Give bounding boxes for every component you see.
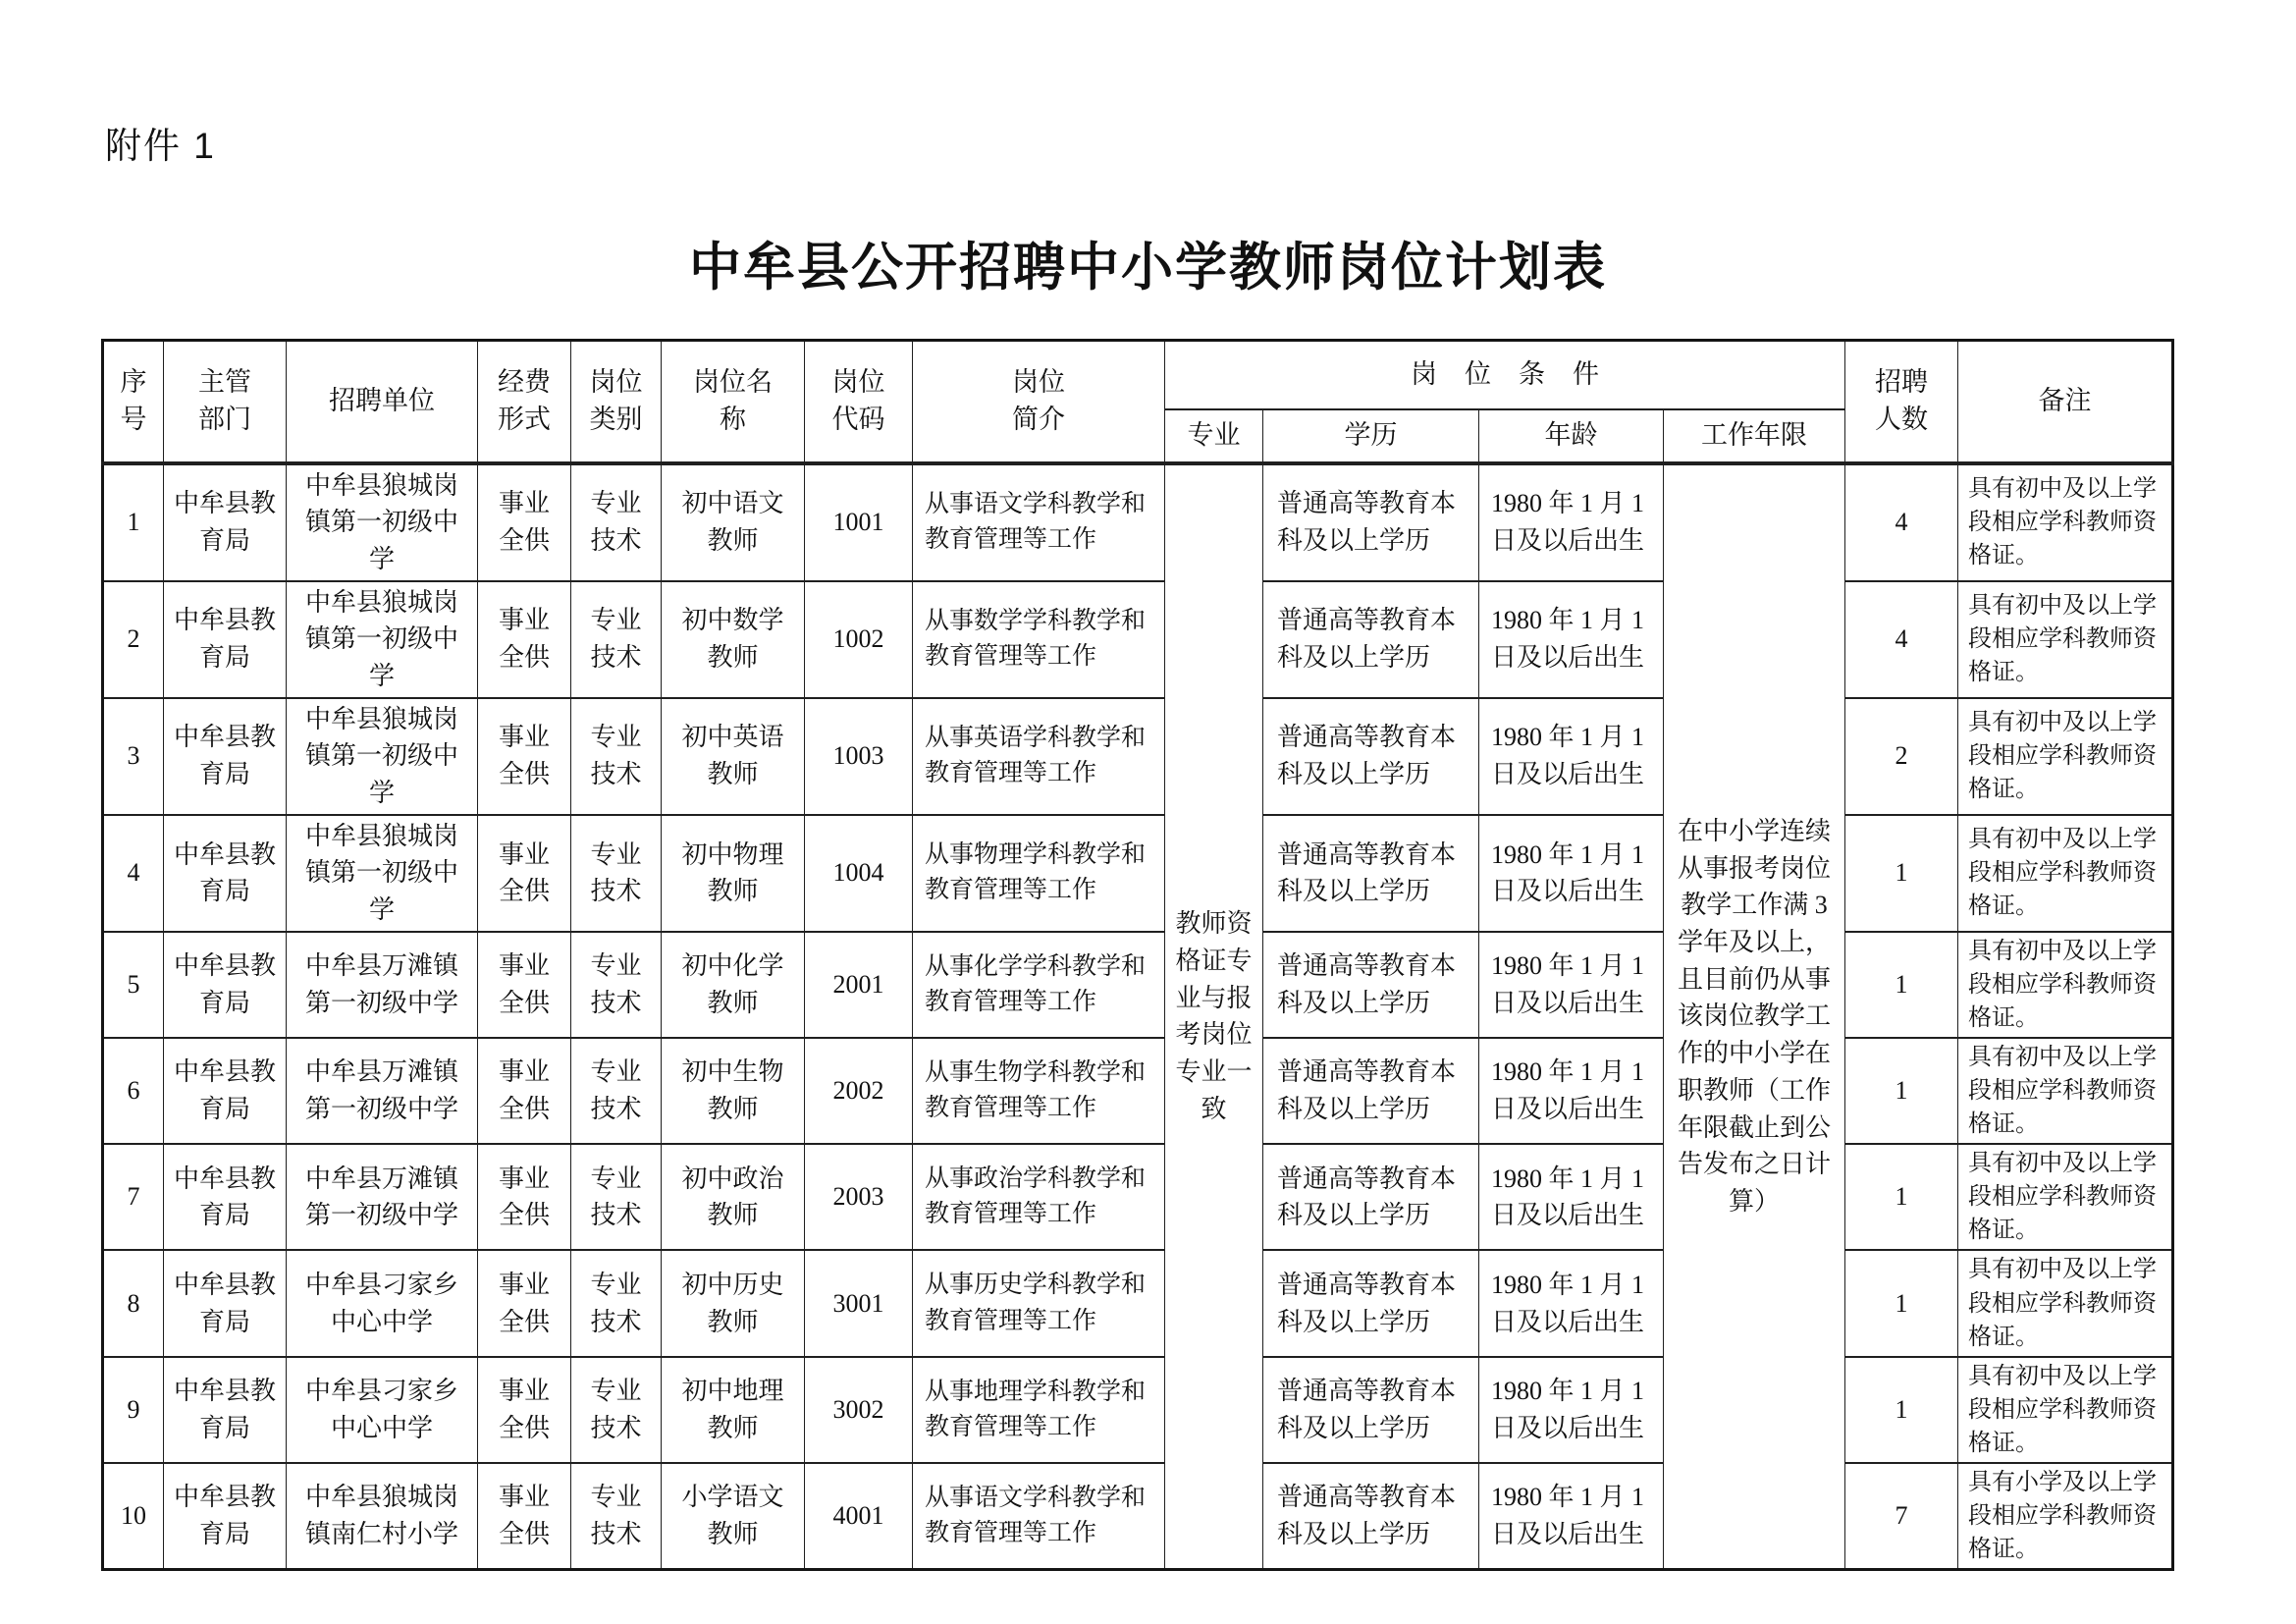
cell-age: 1980 年 1 月 1 日及以后出生: [1479, 1144, 1664, 1250]
cell-note: 具有初中及以上学段相应学科教师资格证。: [1958, 815, 2173, 932]
cell-serial: 3: [103, 698, 164, 815]
cell-post-intro: 从事英语学科教学和教育管理等工作: [913, 698, 1165, 815]
cell-department: 中牟县教育局: [164, 1144, 287, 1250]
cell-serial: 6: [103, 1038, 164, 1144]
cell-major-requirement: 教师资格证专业与报考岗位专业一致: [1165, 463, 1263, 1570]
cell-work-years-requirement: 在中小学连续从事报考岗位教学工作满 3 学年及以上，且目前仍从事该岗位教学工作的中小学在职教师（工作年限截止到公告发布之日计算）: [1664, 463, 1845, 1570]
cell-count: 1: [1845, 1038, 1958, 1144]
header-age: 年龄: [1479, 409, 1664, 463]
table-row: [103, 1038, 2173, 1144]
cell-funding: 事业全供: [478, 1250, 571, 1356]
table-row: [103, 463, 2173, 581]
cell-post-intro: 从事地理学科教学和教育管理等工作: [913, 1357, 1165, 1463]
cell-degree: 普通高等教育本科及以上学历: [1263, 463, 1479, 581]
cell-degree: 普通高等教育本科及以上学历: [1263, 581, 1479, 698]
cell-post-name: 初中英语教师: [662, 698, 805, 815]
cell-category: 专业技术: [571, 581, 662, 698]
cell-degree: 普通高等教育本科及以上学历: [1263, 1038, 1479, 1144]
cell-post-name: 初中数学教师: [662, 581, 805, 698]
cell-department: 中牟县教育局: [164, 698, 287, 815]
header-unit: 招聘单位: [287, 341, 478, 463]
cell-category: 专业技术: [571, 1038, 662, 1144]
cell-count: 1: [1845, 815, 1958, 932]
cell-funding: 事业全供: [478, 1357, 571, 1463]
header-count: 招聘人数: [1845, 341, 1958, 463]
cell-degree: 普通高等教育本科及以上学历: [1263, 1463, 1479, 1570]
table-row: [103, 1144, 2173, 1250]
cell-post-name: 初中地理教师: [662, 1357, 805, 1463]
cell-serial: 5: [103, 932, 164, 1038]
header-category: 岗位类别: [571, 341, 662, 463]
cell-category: 专业技术: [571, 463, 662, 581]
cell-post-code: 1002: [805, 581, 913, 698]
cell-unit: 中牟县狼城岗镇第一初级中学: [287, 698, 478, 815]
cell-note: 具有小学及以上学段相应学科教师资格证。: [1958, 1463, 2173, 1570]
cell-department: 中牟县教育局: [164, 1250, 287, 1356]
cell-serial: 2: [103, 581, 164, 698]
header-work-years: 工作年限: [1664, 409, 1845, 463]
cell-post-code: 4001: [805, 1463, 913, 1570]
cell-post-intro: 从事历史学科教学和教育管理等工作: [913, 1250, 1165, 1356]
cell-funding: 事业全供: [478, 463, 571, 581]
cell-serial: 8: [103, 1250, 164, 1356]
table-row: [103, 815, 2173, 932]
cell-unit: 中牟县万滩镇第一初级中学: [287, 1144, 478, 1250]
cell-post-intro: 从事数学学科教学和教育管理等工作: [913, 581, 1165, 698]
cell-post-code: 2001: [805, 932, 913, 1038]
cell-age: 1980 年 1 月 1 日及以后出生: [1479, 1038, 1664, 1144]
cell-age: 1980 年 1 月 1 日及以后出生: [1479, 932, 1664, 1038]
cell-note: 具有初中及以上学段相应学科教师资格证。: [1958, 463, 2173, 581]
table-row: [103, 932, 2173, 1038]
cell-serial: 10: [103, 1463, 164, 1570]
cell-department: 中牟县教育局: [164, 581, 287, 698]
cell-post-code: 1004: [805, 815, 913, 932]
cell-department: 中牟县教育局: [164, 1463, 287, 1570]
table-row: [103, 1357, 2173, 1463]
cell-note: 具有初中及以上学段相应学科教师资格证。: [1958, 1250, 2173, 1356]
cell-department: 中牟县教育局: [164, 815, 287, 932]
cell-post-name: 初中语文教师: [662, 463, 805, 581]
cell-serial: 9: [103, 1357, 164, 1463]
cell-unit: 中牟县狼城岗镇南仁村小学: [287, 1463, 478, 1570]
cell-funding: 事业全供: [478, 1144, 571, 1250]
cell-serial: 7: [103, 1144, 164, 1250]
cell-post-name: 初中政治教师: [662, 1144, 805, 1250]
table-body: [103, 463, 2173, 1570]
cell-post-name: 初中生物教师: [662, 1038, 805, 1144]
cell-post-intro: 从事生物学科教学和教育管理等工作: [913, 1038, 1165, 1144]
cell-count: 4: [1845, 581, 1958, 698]
cell-funding: 事业全供: [478, 815, 571, 932]
cell-degree: 普通高等教育本科及以上学历: [1263, 1357, 1479, 1463]
cell-count: 1: [1845, 1250, 1958, 1356]
cell-count: 1: [1845, 932, 1958, 1038]
cell-category: 专业技术: [571, 1463, 662, 1570]
cell-department: 中牟县教育局: [164, 1038, 287, 1144]
page-title: 中牟县公开招聘中小学教师岗位计划表: [689, 239, 1607, 297]
cell-note: 具有初中及以上学段相应学科教师资格证。: [1958, 1038, 2173, 1144]
cell-post-code: 3002: [805, 1357, 913, 1463]
cell-funding: 事业全供: [478, 698, 571, 815]
cell-department: 中牟县教育局: [164, 932, 287, 1038]
header-post-intro: 岗位简介: [913, 341, 1165, 463]
header-post-code: 岗位代码: [805, 341, 913, 463]
header-serial: 序号: [103, 341, 164, 463]
cell-post-name: 初中历史教师: [662, 1250, 805, 1356]
cell-age: 1980 年 1 月 1 日及以后出生: [1479, 698, 1664, 815]
attachment-label: 附件 1: [105, 126, 216, 166]
cell-post-intro: 从事语文学科教学和教育管理等工作: [913, 463, 1165, 581]
cell-count: 7: [1845, 1463, 1958, 1570]
table-header: [103, 341, 2173, 463]
cell-unit: 中牟县万滩镇第一初级中学: [287, 932, 478, 1038]
cell-post-name: 小学语文教师: [662, 1463, 805, 1570]
header-note: 备注: [1958, 341, 2173, 463]
cell-department: 中牟县教育局: [164, 463, 287, 581]
header-post-name: 岗位名称: [662, 341, 805, 463]
cell-funding: 事业全供: [478, 581, 571, 698]
cell-post-code: 2003: [805, 1144, 913, 1250]
cell-funding: 事业全供: [478, 1463, 571, 1570]
cell-unit: 中牟县狼城岗镇第一初级中学: [287, 815, 478, 932]
cell-age: 1980 年 1 月 1 日及以后出生: [1479, 581, 1664, 698]
cell-unit: 中牟县刁家乡中心中学: [287, 1250, 478, 1356]
cell-count: 4: [1845, 463, 1958, 581]
cell-count: 1: [1845, 1357, 1958, 1463]
cell-note: 具有初中及以上学段相应学科教师资格证。: [1958, 1357, 2173, 1463]
cell-note: 具有初中及以上学段相应学科教师资格证。: [1958, 1144, 2173, 1250]
cell-serial: 4: [103, 815, 164, 932]
cell-unit: 中牟县狼城岗镇第一初级中学: [287, 581, 478, 698]
cell-post-name: 初中物理教师: [662, 815, 805, 932]
cell-count: 2: [1845, 698, 1958, 815]
cell-category: 专业技术: [571, 698, 662, 815]
cell-funding: 事业全供: [478, 932, 571, 1038]
cell-degree: 普通高等教育本科及以上学历: [1263, 815, 1479, 932]
cell-age: 1980 年 1 月 1 日及以后出生: [1479, 1357, 1664, 1463]
cell-age: 1980 年 1 月 1 日及以后出生: [1479, 1250, 1664, 1356]
cell-category: 专业技术: [571, 1250, 662, 1356]
cell-count: 1: [1845, 1144, 1958, 1250]
cell-category: 专业技术: [571, 1144, 662, 1250]
cell-degree: 普通高等教育本科及以上学历: [1263, 1250, 1479, 1356]
cell-post-code: 1003: [805, 698, 913, 815]
header-department: 主管部门: [164, 341, 287, 463]
cell-category: 专业技术: [571, 1357, 662, 1463]
table-row: [103, 1250, 2173, 1356]
cell-note: 具有初中及以上学段相应学科教师资格证。: [1958, 698, 2173, 815]
cell-post-intro: 从事政治学科教学和教育管理等工作: [913, 1144, 1165, 1250]
table-row: [103, 1463, 2173, 1570]
cell-category: 专业技术: [571, 815, 662, 932]
cell-category: 专业技术: [571, 932, 662, 1038]
cell-department: 中牟县教育局: [164, 1357, 287, 1463]
cell-degree: 普通高等教育本科及以上学历: [1263, 698, 1479, 815]
cell-degree: 普通高等教育本科及以上学历: [1263, 1144, 1479, 1250]
cell-note: 具有初中及以上学段相应学科教师资格证。: [1958, 932, 2173, 1038]
cell-age: 1980 年 1 月 1 日及以后出生: [1479, 463, 1664, 581]
cell-degree: 普通高等教育本科及以上学历: [1263, 932, 1479, 1038]
cell-unit: 中牟县刁家乡中心中学: [287, 1357, 478, 1463]
table-row: [103, 698, 2173, 815]
cell-post-name: 初中化学教师: [662, 932, 805, 1038]
cell-unit: 中牟县万滩镇第一初级中学: [287, 1038, 478, 1144]
header-funding: 经费形式: [478, 341, 571, 463]
header-conditions: 岗位条件: [1165, 341, 1845, 409]
cell-serial: 1: [103, 463, 164, 581]
cell-post-intro: 从事化学学科教学和教育管理等工作: [913, 932, 1165, 1038]
recruitment-table: [101, 339, 2174, 1571]
cell-post-intro: 从事物理学科教学和教育管理等工作: [913, 815, 1165, 932]
header-degree: 学历: [1263, 409, 1479, 463]
cell-age: 1980 年 1 月 1 日及以后出生: [1479, 1463, 1664, 1570]
cell-note: 具有初中及以上学段相应学科教师资格证。: [1958, 581, 2173, 698]
table-row: [103, 581, 2173, 698]
cell-age: 1980 年 1 月 1 日及以后出生: [1479, 815, 1664, 932]
cell-post-code: 2002: [805, 1038, 913, 1144]
cell-post-code: 1001: [805, 463, 913, 581]
header-major: 专业: [1165, 409, 1263, 463]
cell-post-intro: 从事语文学科教学和教育管理等工作: [913, 1463, 1165, 1570]
cell-unit: 中牟县狼城岗镇第一初级中学: [287, 463, 478, 581]
cell-funding: 事业全供: [478, 1038, 571, 1144]
cell-post-code: 3001: [805, 1250, 913, 1356]
